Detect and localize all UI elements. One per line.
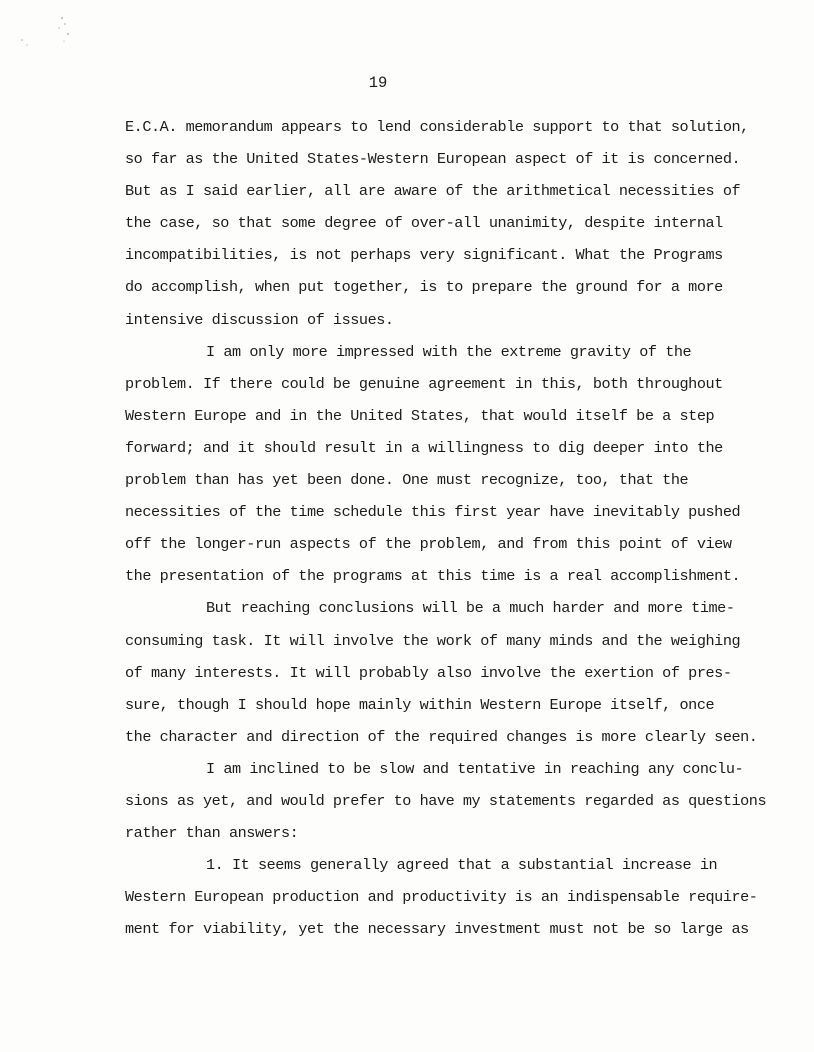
text-line: I am only more impressed with the extreme gravity of the: [206, 342, 692, 361]
text-line: 1. It seems generally agreed that a substantial increase in: [206, 856, 718, 875]
text-line: E.C.A. memorandum appears to lend considerable support to that solution,: [125, 118, 749, 136]
text-line: of many interests. It will probably also involve the exertion of pres-: [125, 663, 732, 682]
text-line: necessities of the time schedule this first year have inevitably pushed: [125, 503, 741, 522]
text-line: But reaching conclusions will be a much harder and more time-: [206, 599, 735, 618]
document-body: [125, 111, 767, 945]
paragraph: [125, 592, 758, 752]
text-line: the case, so that some degree of over-all unanimity, despite internal: [125, 214, 723, 233]
text-line: forward; and it should result in a willingness to dig deeper into the: [125, 438, 723, 457]
text-line: sions as yet, and would prefer to have my statements regarded as questions: [125, 791, 767, 810]
text-line: problem than has yet been done. One must recognize, too, that the: [125, 471, 689, 490]
paragraph: [125, 753, 767, 849]
text-line: ment for viability, yet the necessary investment must not be so large as: [125, 920, 749, 939]
paragraph: [125, 849, 758, 945]
page-number: [0, 74, 814, 92]
text-line: I am inclined to be slow and tentative in reaching any conclu-: [206, 759, 744, 778]
text-line: sure, though I should hope mainly within Western Europe itself, once: [125, 695, 715, 714]
page-number-text: 19: [368, 74, 388, 92]
text-line: consuming task. It will involve the work of many minds and the weighing: [125, 631, 741, 650]
text-line: problem. If there could be genuine agreement in this, both throughout: [125, 374, 723, 393]
text-line: so far as the United States-Western European aspect of it is concerned.: [125, 150, 741, 169]
text-line: rather than answers:: [125, 824, 299, 843]
text-line: off the longer-run aspects of the problem, and from this point of view: [125, 535, 732, 554]
text-line: the presentation of the programs at this time is a real accomplishment.: [125, 567, 741, 586]
paragraph: [125, 111, 749, 336]
paragraph: [125, 336, 741, 593]
paper-specks: [18, 14, 88, 54]
text-line: Western Europe and in the United States, that would itself be a step: [125, 406, 715, 425]
text-line: incompatibilities, is not perhaps very significant. What the Programs: [125, 246, 723, 265]
text-line: Western European production and productivity is an indispensable require-: [125, 888, 758, 907]
text-line: intensive discussion of issues.: [125, 310, 394, 329]
text-line: do accomplish, when put together, is to prepare the ground for a more: [125, 278, 723, 297]
text-line: But as I said earlier, all are aware of the arithmetical necessities of: [125, 182, 741, 201]
text-line: the character and direction of the required changes is more clearly seen.: [125, 727, 758, 746]
